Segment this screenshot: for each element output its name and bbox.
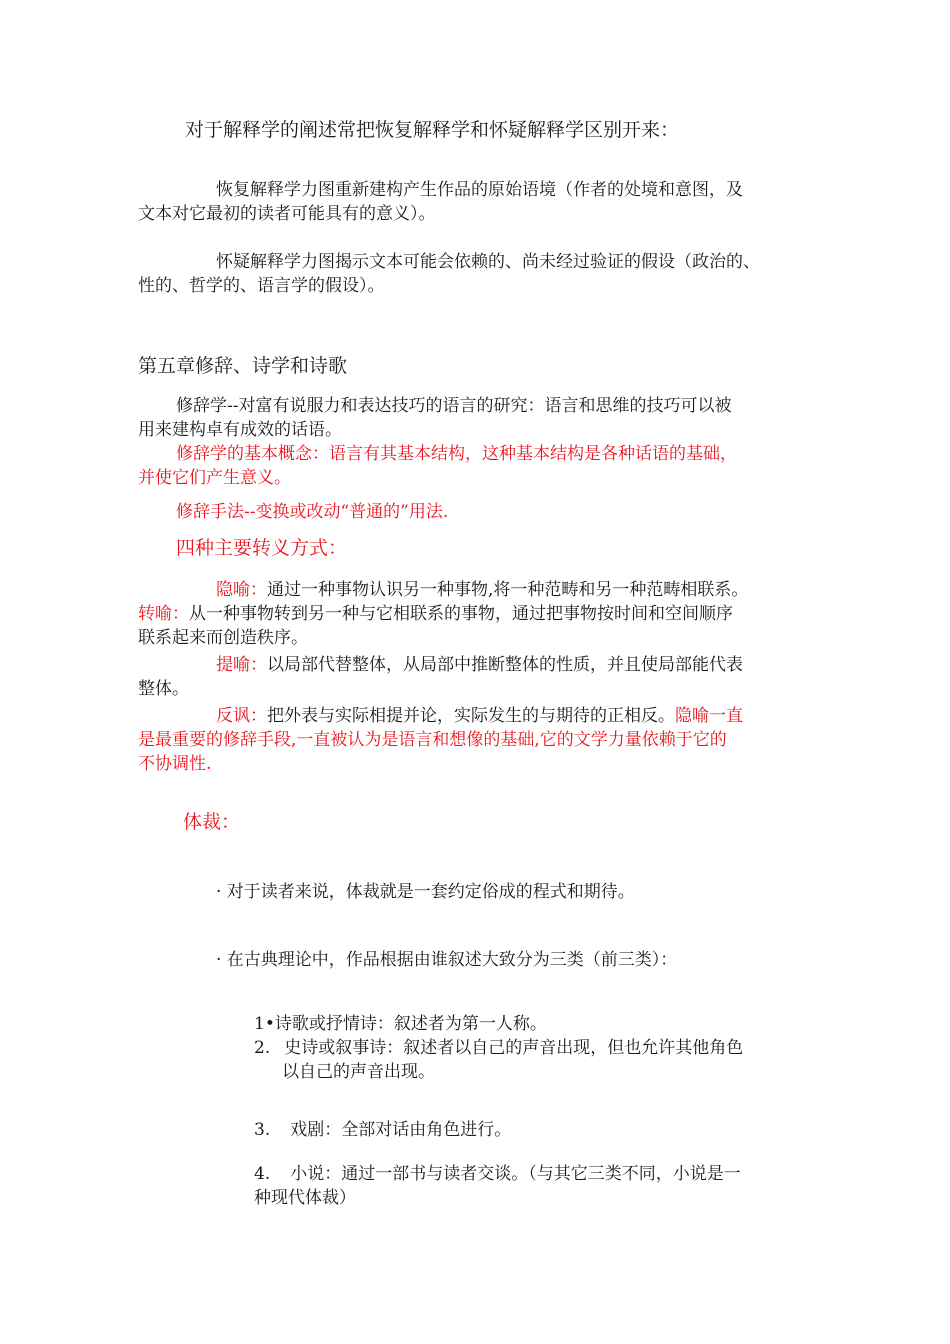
trope-irony [216, 704, 743, 728]
irony-text: 把外表与实际相提并论，实际发生的与期待的正相反。 [267, 706, 675, 726]
genre-item-4 [254, 1162, 741, 1186]
item-2-number: 2. [254, 1038, 271, 1058]
item-4-text: 小说：通过一部书与读者交谈。（与其它三类不同，小说是一 [290, 1164, 741, 1184]
item-4-number: 4. [254, 1164, 271, 1184]
rhetoric-line-2: 用来建构卓有成效的话语。 [138, 420, 342, 440]
chapter-title: 第五章修辞、诗学和诗歌 [138, 355, 348, 377]
synecdoche-line-2: 整体。 [138, 679, 189, 699]
device-line: 修辞手法--变换或改动“普通的”用法. [176, 502, 449, 522]
suspicion-line-1: 怀疑解释学力图揭示文本可能会依赖的、尚未经过验证的假设（政治的、 [216, 252, 760, 272]
irony-term: 反讽： [216, 706, 267, 726]
metonymy-text: 从一种事物转到另一种与它相联系的事物，通过把事物按时间和空间顺序 [189, 604, 733, 624]
rhetoric-line-1: 修辞学--对富有说服力和表达技巧的语言的研究：语言和思维的技巧可以被 [176, 396, 732, 416]
genre-item-4-line-2: 种现代体裁） [254, 1188, 356, 1208]
metaphor-text: 通过一种事物认识另一种事物,将一种范畴和另一种范畴相联系。 [267, 580, 749, 600]
trope-metonymy [138, 602, 733, 626]
irony-note-line-3: 不协调性. [138, 754, 212, 774]
item-2-text: 史诗或叙事诗：叙述者以自己的声音出现，但也允许其他角色 [284, 1038, 744, 1058]
metaphor-term: 隐喻： [216, 580, 267, 600]
genre-heading: 体裁： [183, 811, 241, 833]
irony-note-start: 隐喻一直 [675, 706, 743, 726]
tropes-heading: 四种主要转义方式： [176, 537, 348, 559]
genre-item-1: 1•诗歌或抒情诗：叙述者为第一人称。 [254, 1014, 547, 1034]
metonymy-term: 转喻： [138, 604, 189, 624]
genre-item-2-line-2: 以自己的声音出现。 [282, 1062, 435, 1082]
genre-point-1: · 对于读者来说，体裁就是一套约定俗成的程式和期待。 [216, 882, 635, 902]
concept-line-1: 修辞学的基本概念：语言有其基本结构，这种基本结构是各种话语的基础， [176, 444, 737, 464]
concept-line-2: 并使它们产生意义。 [138, 468, 291, 488]
recovery-line-1: 恢复解释学力图重新建构产生作品的原始语境（作者的处境和意图，及 [216, 180, 743, 200]
genre-item-3 [254, 1118, 511, 1142]
suspicion-line-2: 性的、哲学的、语言学的假设）。 [138, 276, 385, 296]
irony-note-line-2: 是最重要的修辞手段,一直被认为是语言和想像的基础,它的文学力量依赖于它的 [138, 730, 727, 750]
metonymy-line-2: 联系起来而创造秩序。 [138, 628, 308, 648]
synecdoche-term: 提喻： [216, 655, 267, 675]
trope-synecdoche [216, 653, 743, 677]
recovery-line-2: 文本对它最初的读者可能具有的意义）。 [138, 204, 436, 224]
item-3-number: 3. [254, 1120, 271, 1140]
intro-heading: 对于解释学的阐述常把恢复解释学和怀疑解释学区别开来： [185, 119, 680, 141]
genre-point-2: · 在古典理论中，作品根据由谁叙述大致分为三类（前三类）： [216, 950, 678, 970]
item-3-text: 戏剧：全部对话由角色进行。 [290, 1120, 512, 1140]
trope-metaphor [216, 578, 748, 602]
synecdoche-text: 以局部代替整体，从局部中推断整体的性质，并且使局部能代表 [267, 655, 743, 675]
genre-item-2 [254, 1036, 743, 1060]
